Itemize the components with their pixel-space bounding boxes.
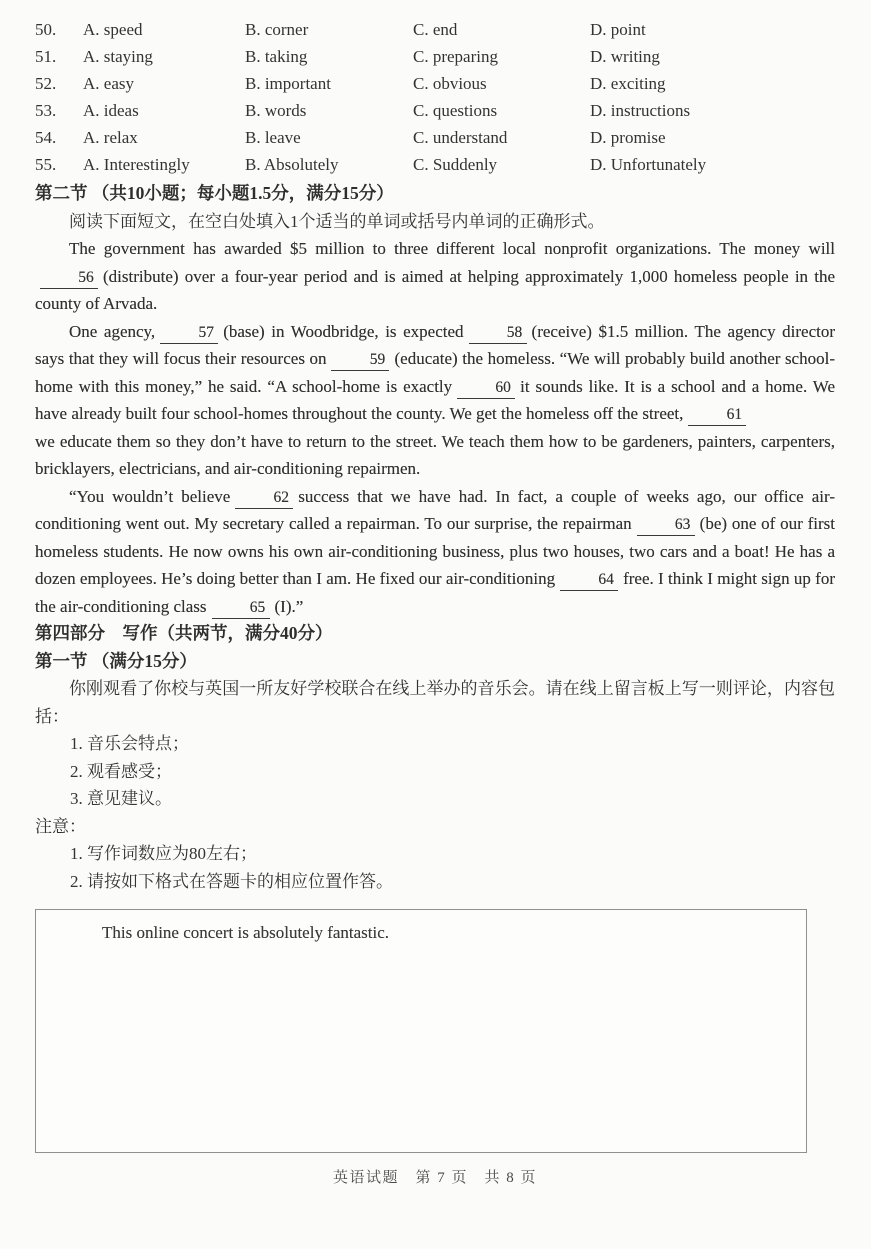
- blank-59: 59: [331, 350, 389, 371]
- passage-paragraph-2-continued: we educate them so they don’t have to return to the street. We teach them how to be gardeners, painters, carpenters, bricklayers, electricians, and air-conditioning repairmen.: [35, 431, 835, 478]
- option-a-cell: [35, 124, 245, 151]
- option-a: A. relax: [83, 128, 138, 147]
- option-b: B. words: [245, 101, 307, 120]
- option-d: D. Unfortunately: [590, 155, 707, 174]
- text-segment: “You wouldn’t believe: [69, 486, 231, 506]
- answer-box: [35, 909, 807, 1153]
- blank-61: 61: [688, 405, 746, 426]
- option-a: A. easy: [83, 74, 134, 93]
- option-d: D. instructions: [590, 101, 691, 120]
- option-c: C. understand: [413, 128, 508, 147]
- blank-60: 60: [457, 378, 515, 399]
- text-segment: (distribute) over a four-year period and is aimed at helping approximately 1,000 homeless people in the county of Arvada.: [35, 266, 835, 313]
- option-a-cell: [35, 43, 245, 70]
- option-a-cell: [35, 16, 245, 43]
- option-d: D. exciting: [590, 74, 666, 93]
- passage-paragraph-1: [35, 235, 835, 318]
- option-a: A. staying: [83, 47, 153, 66]
- text-segment: (be) one of our first homeless students. He now owns his own air-conditioning business, plus two houses, two cars and a boat! He has a dozen employees. He’s doing better than I am. He fixed our air-conditioning: [35, 514, 835, 588]
- blank-62: 62: [235, 488, 293, 509]
- option-d: D. writing: [590, 47, 660, 66]
- page-footer: 英语试题 第 7 页 共 8 页: [332, 1170, 537, 1186]
- blank-58: 58: [469, 323, 527, 344]
- option-b: B. Absolutely: [245, 155, 339, 174]
- writing-point-3: 3. 意见建议。: [70, 789, 172, 808]
- text-segment: it sounds like. It is a school and a home. We have already built four school-homes throughout the county. We get the homeless off the street,: [35, 376, 835, 423]
- text-segment: free. I think I might sign up for the air-conditioning class: [35, 569, 836, 616]
- text-segment: (I).”: [274, 596, 304, 616]
- option-c: C. preparing: [413, 47, 498, 66]
- question-number: 50.: [35, 20, 57, 39]
- part4-section1-header: 第一节 （满分15分）: [35, 650, 197, 671]
- notice-item-1: 1. 写作词数应为80左右；: [70, 844, 257, 863]
- option-d: D. point: [590, 20, 646, 39]
- text-segment: One agency,: [69, 321, 156, 341]
- option-a: A. speed: [83, 20, 143, 39]
- writing-point-2: 2. 观看感受；: [70, 761, 172, 781]
- blank-65: 65: [212, 598, 270, 619]
- option-c: C. end: [413, 20, 458, 39]
- section2-header: 第二节 （共10小题；每小题1.5分，满分15分）: [35, 183, 394, 203]
- option-a-cell: [35, 70, 245, 97]
- writing-point-1: 1. 音乐会特点；: [70, 734, 189, 753]
- option-c: C. questions: [413, 101, 498, 120]
- blank-56: 56: [40, 268, 98, 289]
- notice-list: [35, 840, 835, 895]
- question-number: 52.: [35, 74, 57, 93]
- passage-paragraph-3: [35, 483, 835, 621]
- blank-63: 63: [637, 515, 695, 536]
- blank-64: 64: [560, 570, 618, 591]
- answer-box-prompt: This online concert is absolutely fantastic.: [102, 923, 390, 942]
- notice-label: 注意：: [35, 816, 86, 836]
- writing-points-list: [35, 730, 835, 813]
- text-segment: (receive) $1.5 million. The agency director says that they will focus their resources on: [35, 321, 836, 368]
- question-number: 53.: [35, 101, 57, 120]
- option-c: C. obvious: [413, 74, 487, 93]
- text-segment: The government has awarded $5 million to three different local nonprofit organizations. The money will: [69, 239, 835, 258]
- option-a-cell: [35, 151, 245, 178]
- blank-57: 57: [160, 323, 218, 344]
- question-row-50: [35, 16, 835, 43]
- notice-item-2: 2. 请按如下格式在答题卡的相应位置作答。: [70, 871, 393, 891]
- text-segment: (base) in Woodbridge, is expected: [223, 321, 464, 341]
- question-row-51: [35, 43, 835, 70]
- question-row-55: [35, 151, 835, 178]
- option-b: B. corner: [245, 20, 309, 39]
- question-row-53: [35, 97, 835, 124]
- option-b: B. taking: [245, 47, 308, 66]
- option-c: C. Suddenly: [413, 155, 498, 174]
- question-row-54: [35, 124, 835, 151]
- question-row-52: [35, 70, 835, 97]
- question-number: 54.: [35, 128, 57, 147]
- section2-instruction: 阅读下面短文，在空白处填入1个适当的单词或括号内单词的正确形式。: [69, 211, 605, 231]
- passage-paragraph-2: [35, 318, 835, 428]
- text-segment: success that we have had. In fact, a couple of weeks ago, our office air-conditioning went out. My secretary called a repairman. To our surprise, the repairman: [35, 486, 835, 533]
- option-a-cell: [35, 97, 245, 124]
- question-number: 51.: [35, 47, 57, 66]
- part4-header: 第四部分 写作（共两节，满分40分）: [35, 623, 333, 643]
- option-b: B. important: [245, 74, 331, 93]
- text-segment: (educate) the homeless. “We will probably build another school-home with this money,” he said. “A school-home is exactly: [35, 349, 835, 396]
- option-a: A. Interestingly: [83, 155, 190, 174]
- writing-task: 你刚观看了你校与英国一所友好学校联合在线上举办的音乐会。请在线上留言板上写一则评论，内容包括：: [35, 679, 835, 726]
- question-number: 55.: [35, 155, 57, 174]
- multiple-choice-options: [35, 16, 835, 178]
- option-a: A. ideas: [83, 101, 139, 120]
- option-b: B. leave: [245, 128, 301, 147]
- option-d: D. promise: [590, 128, 666, 147]
